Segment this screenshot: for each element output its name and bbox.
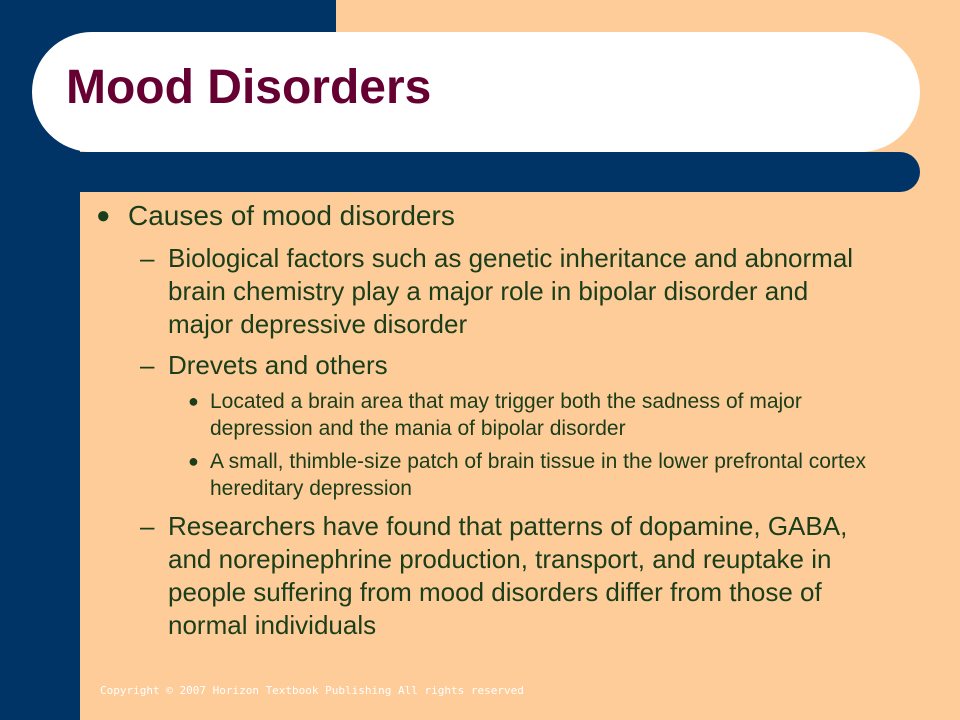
- sub-sub-bullet-text: A small, thimble-size patch of brain tissue in the lower prefrontal cortex hereditary depression: [210, 450, 866, 500]
- sub-bullet-drevets: [140, 349, 916, 382]
- sub-bullet-text: Biological factors such as genetic inheritance and abnormal brain chemistry play a major role in bipolar disorder and major depressive disorder: [168, 243, 854, 339]
- copyright-footer: Copyright © 2007 Horizon Textbook Publishing All rights reserved: [100, 684, 524, 697]
- sub-sub-bullet-thimble-patch: [188, 448, 916, 502]
- sub-bullet-biological: [140, 242, 916, 341]
- sub-sub-bullet-brain-area: [188, 388, 916, 442]
- bullet-causes: [96, 198, 916, 234]
- dash-icon: –: [140, 350, 155, 380]
- bullet-dot-icon: ●: [188, 391, 199, 411]
- slide-title: Mood Disorders: [66, 61, 432, 114]
- bullet-dot-icon: ●: [96, 202, 111, 229]
- sub-sub-bullet-text: Located a brain area that may trigger both the sadness of major depression and the mania of bipolar disorder: [210, 390, 802, 440]
- sub-bullet-text: Researchers have found that patterns of dopamine, GABA, and norepinephrine production, transport, and reuptake in people suffering from mood disorders differ from those of normal individuals: [168, 511, 848, 640]
- title-underline-bar: [40, 152, 920, 192]
- bullet-text: Causes of mood disorders: [128, 200, 455, 231]
- sub-bullet-researchers: [140, 510, 916, 642]
- sub-bullet-text: Drevets and others: [168, 350, 388, 380]
- dash-icon: –: [140, 243, 155, 273]
- dash-icon: –: [140, 511, 155, 541]
- slide-body: [96, 198, 916, 642]
- bullet-dot-icon: ●: [188, 451, 199, 471]
